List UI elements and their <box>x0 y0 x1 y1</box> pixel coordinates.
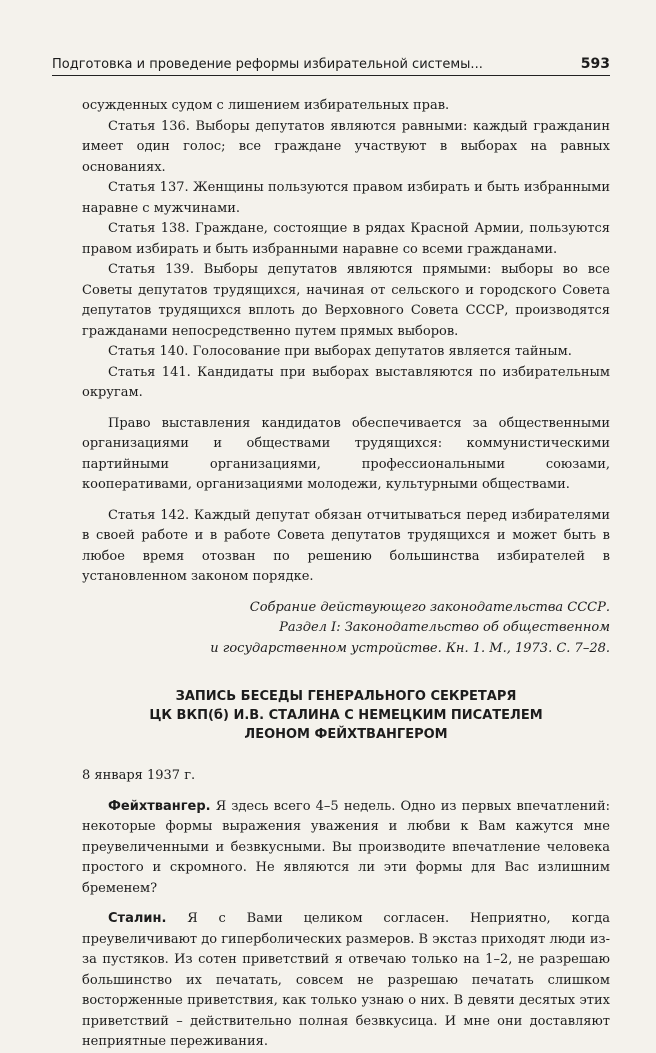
article-142: Статья 142. Каждый депутат обязан отчитываться перед избирателями в своей работе и в работе Совета депутатов трудящихся и может быть в любое время отозван по решению большинства избирателей в установленном законом порядке. <box>82 507 610 584</box>
page-body <box>82 96 610 1053</box>
speech-text: Я здесь всего 4–5 недель. Одно из первых впечатлений: некоторые формы выражения уважения и любви к Вам кажутся мне преувеличенными и безвкусными. Вы производите впечатление человека простого и скромного. Не являются ли эти формы для Вас излишним бременем? <box>82 798 610 896</box>
source-citation <box>82 598 610 660</box>
title-line-1: ЗАПИСЬ БЕСЕДЫ ГЕНЕРАЛЬНОГО СЕКРЕТАРЯ <box>175 689 517 704</box>
citation-line-2: Раздел I: Законодательство об общественном <box>279 620 610 635</box>
article-141: Статья 141. Кандидаты при выборах выставляются по избирательным округам. <box>82 364 610 400</box>
dialogue-turn <box>82 797 610 900</box>
article-136: Статья 136. Выборы депутатов являются равными: каждый гражданин имеет один голос; все граждане участвуют в выборах на равных основаниях. <box>82 118 610 175</box>
running-title: Подготовка и проведение реформы избирательной системы... <box>52 57 483 72</box>
article-137: Статья 137. Женщины пользуются правом избирать и быть избранными наравне с мужчинами. <box>82 180 610 216</box>
citation-line-1: Собрание действующего законодательства СССР. <box>249 599 610 615</box>
article-140: Статья 140. Голосование при выборах депутатов является тайным. <box>108 344 572 359</box>
speaker-name: Фейхтвангер. <box>108 798 211 814</box>
running-header <box>52 48 610 76</box>
speaker-name: Сталин. <box>108 911 167 926</box>
article-138: Статья 138. Граждане, состоящие в рядах Красной Армии, пользуются правом избирать и быть избранными наравне со всеми гражданами. <box>82 221 610 257</box>
article-139: Статья 139. Выборы депутатов являются прямыми: выборы во все Советы депутатов трудящихся, начиная от сельского и городского Совета депутатов трудящихся вплоть до Верховного Совета СССР, производятся гражданами непосредственно путем прямых выборов. <box>82 262 610 339</box>
article-141-part-2: Право выставления кандидатов обеспечивается за общественными организациями и обществами трудящихся: коммунистическими партийными организациями, профессиональными союзами, кооперативами, организациями молодежи, культурными обществами. <box>82 415 610 492</box>
dialogue-turn <box>82 909 610 1053</box>
speech-text: Я с Вами целиком согласен. Неприятно, когда преувеличивают до гиперболических размеров. В экстаз приходят люди из-за пустяков. Из сотен приветствий я отвечаю только на 1–2, не разрешаю большинство их печатать, совсем не разрешаю печатать слишком восторженные приветствия, как только узнаю о них. В девяти десятых этих приветствий – действительно полная безвкусица. И мне они доставляют неприятные переживания. <box>82 911 610 1049</box>
page-number: 593 <box>580 56 610 72</box>
title-line-3: ЛЕОНОМ ФЕЙХТВАНГЕРОМ <box>244 727 448 742</box>
document-date: 8 января 1937 г. <box>82 768 196 783</box>
paragraph: осужденных судом с лишением избирательных прав. <box>82 98 450 113</box>
citation-line-3: и государственном устройстве. Кн. 1. М., 1973. С. 7–28. <box>210 640 610 656</box>
document-title <box>82 687 610 744</box>
title-line-2: ЦК ВКП(б) И.В. СТАЛИНА С НЕМЕЦКИМ ПИСАТЕЛЕМ <box>149 708 543 723</box>
